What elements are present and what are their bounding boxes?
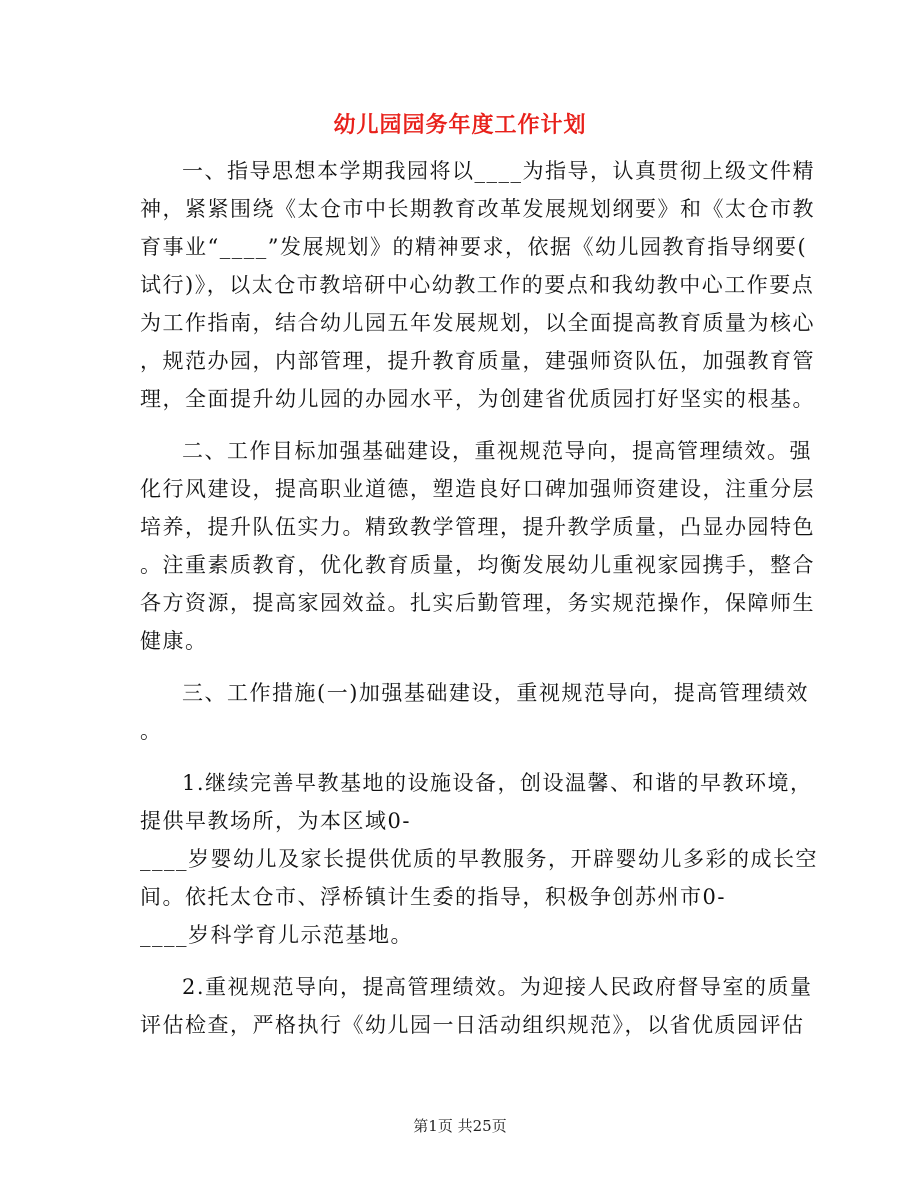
document-body	[140, 152, 818, 1058]
text-line: 提供早教场所，为本区域0-	[140, 809, 411, 833]
text-line: 育事业“____”发展规划》的精神要求，依据《幼儿园教育指导纲要(	[140, 235, 808, 259]
text-line: 一、指导思想本学期我园将以____为指导，认真贯彻上级文件精	[182, 159, 815, 183]
text-line: 2.重视规范导向，提高管理绩效。为迎接人民政府督导室的质量	[182, 975, 813, 999]
text-line: ____岁科学育儿示范基地。	[140, 923, 413, 947]
text-line: 各方资源，提高家园效益。扎实后勤管理，务实规范操作，保障师生	[140, 591, 815, 615]
text-line: 。	[140, 719, 163, 743]
text-line: 为工作指南，结合幼儿园五年发展规划，以全面提高教育质量为核心	[140, 311, 815, 335]
text-line: 培养，提升队伍实力。精致教学管理，提升教学质量，凸显办园特色	[140, 515, 815, 539]
text-line: 理，全面提升幼儿园的办园水平，为创建省优质园打好坚实的根基。	[140, 387, 815, 411]
text-line: ，规范办园，内部管理，提升教育质量，建强师资队伍，加强教育管	[140, 349, 815, 373]
paragraph-item-2	[140, 968, 813, 1044]
paragraph-guiding-ideology	[140, 152, 815, 418]
text-line: 二、工作目标加强基础建设，重视规范导向，提高管理绩效。强	[182, 439, 812, 463]
paragraph-item-1	[140, 764, 818, 954]
text-line: 化行风建设，提高职业道德，塑造良好口碑加强师资建设，注重分层	[140, 477, 815, 501]
text-line: 间。依托太仓市、浮桥镇计生委的指导，积极争创苏州市0-	[140, 885, 726, 909]
paragraph-work-measures	[140, 674, 809, 750]
document-title: 幼儿园园务年度工作计划	[333, 112, 587, 138]
text-line: 健康。	[140, 629, 208, 653]
paragraph-work-goals	[140, 432, 815, 660]
text-line: 神，紧紧围绕《太仓市中长期教育改革发展规划纲要》和《太仓市教	[140, 197, 815, 221]
text-line: 1.继续完善早教基地的设施设备，创设温馨、和谐的早教环境，	[182, 771, 813, 795]
text-line: 。注重素质教育，优化教育质量，均衡发展幼儿重视家园携手，整合	[140, 553, 815, 577]
text-line: ____岁婴幼儿及家长提供优质的早教服务，开辟婴幼儿多彩的成长空	[140, 847, 818, 871]
text-line: 三、工作措施(一)加强基础建设，重视规范导向，提高管理绩效	[182, 681, 809, 705]
text-line: 评估检查，严格执行《幼儿园一日活动组织规范》，以省优质园评估	[140, 1013, 805, 1037]
text-line: 试行)》，以太仓市教培研中心幼教工作的要点和我幼教中心工作要点	[140, 273, 815, 297]
page-number-footer: 第1页 共25页	[413, 1117, 507, 1135]
